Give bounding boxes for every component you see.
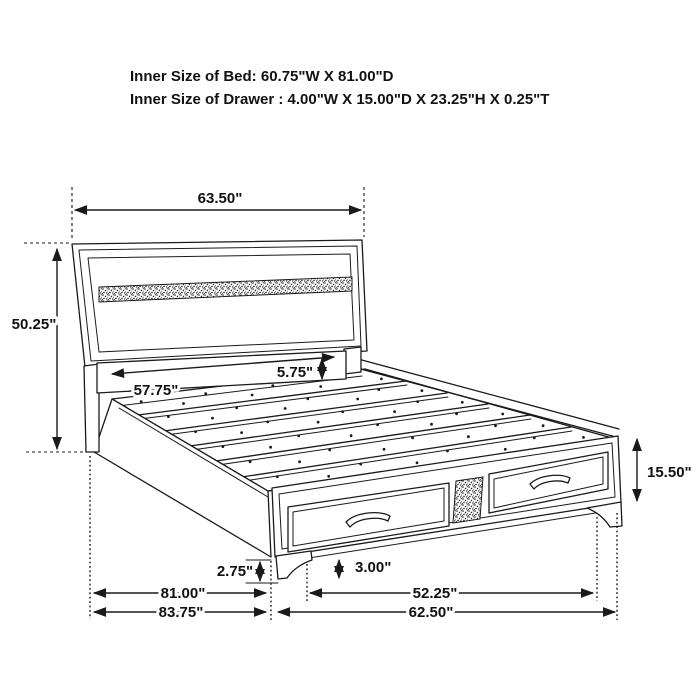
bed-drawing [72, 240, 622, 579]
dim-label-50-25: 50.25" [11, 316, 57, 333]
dim-drawer-section [310, 585, 593, 602]
dim-label-57-75: 57.75" [133, 382, 179, 399]
dim-footboard-width [278, 604, 615, 621]
dim-label-5-75: 5.75" [276, 364, 314, 381]
dim-inner-depth [94, 585, 266, 602]
dim-label-83-75: 83.75" [158, 604, 204, 621]
title-block [130, 68, 549, 108]
dim-headboard-width [72, 187, 364, 241]
dim-label-81-00: 81.00" [160, 585, 206, 602]
footboard-glitter-divider [453, 477, 483, 523]
dim-label-63-50: 63.50" [197, 190, 243, 207]
dim-label-52-25: 52.25" [412, 585, 458, 602]
dim-label-3-00: 3.00" [355, 559, 392, 576]
dim-label-62-50: 62.50" [408, 604, 454, 621]
dim-outer-depth [94, 604, 266, 621]
headboard [72, 240, 367, 367]
dim-frame-bottom [217, 560, 278, 583]
dim-label-2-75: 2.75" [216, 563, 254, 580]
dim-footboard-height [637, 439, 692, 501]
dim-foot-height [339, 559, 391, 578]
inner-drawer-size-text: Inner Size of Drawer : 4.00"W X 15.00"D X 23.25"H X 0.25"T [130, 91, 550, 108]
dim-label-15-50: 15.50" [647, 464, 692, 481]
inner-bed-size-text: Inner Size of Bed: 60.75"W X 81.00"D [130, 68, 394, 85]
